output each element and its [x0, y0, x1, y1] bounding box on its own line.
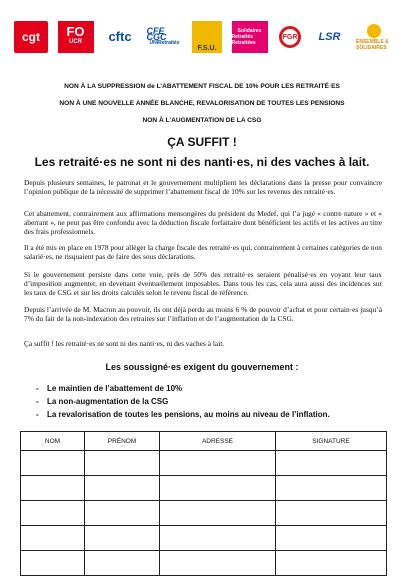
table-row	[21, 551, 387, 576]
logo-bar	[14, 20, 392, 54]
demands-title: Les soussigné·es exigent du gouvernement :	[105, 362, 299, 372]
logo-text: cgt	[22, 30, 40, 44]
demand-item: - La revalorisation de toutes les pensions, au moins au niveau de l’inflation.	[36, 408, 386, 421]
table-row	[21, 476, 387, 501]
sun-icon	[367, 24, 381, 38]
cell-prenom[interactable]	[85, 476, 160, 501]
fgr-fp-logo	[277, 21, 303, 53]
demand-item: - Le maintien de l’abattement de 10%	[36, 382, 386, 395]
cell-prenom[interactable]	[85, 501, 160, 526]
cell-adresse[interactable]	[160, 551, 276, 576]
table-row	[21, 451, 387, 476]
headline-annee-blanche: NON À UNE NOUVELLE ANNÉE BLANCHE, REVALORISATION DE TOUTES LES PENSIONS	[59, 100, 345, 107]
cell-signature[interactable]	[276, 526, 387, 551]
fgr-ring-icon	[279, 26, 301, 48]
ensemble-solidaires-logo	[356, 21, 392, 53]
logo-text: F.S.U.	[197, 45, 217, 52]
logo-text: CFE CGC	[146, 26, 167, 42]
cell-signature[interactable]	[276, 476, 387, 501]
paragraph: Cet abattement, contrairement aux affirmations mensongères du président du Medef, qui l’a jugé « contre nature » et « aberrant », ne peut pas être confondu avec la déduction fiscale forfaitaire dont bénéficient les actifs et les actives au titre des frais professionnels.	[24, 209, 382, 236]
paragraph: Depuis plusieurs semaines, le patronat et le gouvernement multiplient les déclarations dans la presse pour convaincre l’opinion publique de la nécessité de supprimer l’abattement fiscal de 10% sur les revenus des retraité·es.	[24, 178, 382, 196]
cell-prenom[interactable]	[85, 551, 160, 576]
logo-text: LSR	[318, 31, 341, 43]
logo-subtext: UCR	[69, 39, 82, 45]
page-title: ÇA SUFFIT !	[167, 135, 237, 149]
paragraph: Il a été mis en place en 1978 pour alléger la charge fiscale des retraité·es qui, contrairement à certaines catégories de non salarié·es, ne risquaient pas de faire des sous déclarations.	[24, 243, 382, 261]
column-header-prenom: PRÉNOM	[85, 432, 160, 451]
cell-nom[interactable]	[21, 451, 85, 476]
logo-text: FO	[66, 24, 85, 39]
page-subtitle: Les retraité·es ne sont ni des nanti·es, ni des vaches à lait.	[34, 155, 370, 169]
logo-subtext: UNIRetraités	[149, 40, 180, 46]
cell-nom[interactable]	[21, 476, 85, 501]
column-header-adresse: ADRESSE	[160, 432, 276, 451]
cgt-logo	[14, 21, 48, 53]
cell-nom[interactable]	[21, 501, 85, 526]
cell-nom[interactable]	[21, 526, 85, 551]
cftc-logo	[103, 21, 137, 53]
table-header-row	[21, 432, 387, 451]
paragraph: Depuis l’arrivée de M. Macron au pouvoir, ils ont déjà perdu au moins 6 % de pouvoir d’achat et pour certain·es jusqu’à 7% du fait de la non-indexation des retraites sur l’inflation et de l’augmentation de la CSG.	[24, 305, 382, 323]
paragraph: Si le gouvernement persiste dans cette voie, près de 50% des retraité·es seraient pénalisé·es en voyant leur taux d’imposition augmenter, en devenant éventuellement imposables. Dans tous les cas, cela aura aussi des incidences sur les taux de CSG et sur les droits calculés selon le revenu fiscal de référence.	[24, 270, 382, 297]
cell-adresse[interactable]	[160, 451, 276, 476]
cell-signature[interactable]	[276, 451, 387, 476]
logo-text: cftc	[108, 29, 132, 44]
logo-text: FGR	[282, 33, 298, 41]
column-header-signature: SIGNATURE	[276, 432, 387, 451]
headline-abattement: NON À LA SUPPRESSION de L’ABATTEMENT FISCAL DE 10% POUR LES RETRAITÉ·ES	[64, 83, 340, 90]
cell-adresse[interactable]	[160, 476, 276, 501]
signature-table	[20, 431, 387, 576]
table-row	[21, 526, 387, 551]
headline-csg: NON À L’AUGMENTATION DE LA CSG	[142, 117, 262, 124]
cell-signature[interactable]	[276, 501, 387, 526]
demand-item: - La non-augmentation de la CSG	[36, 395, 386, 408]
lsr-logo	[313, 21, 347, 53]
cell-adresse[interactable]	[160, 501, 276, 526]
logo-text: Solidaires	[237, 28, 262, 34]
cell-adresse[interactable]	[160, 526, 276, 551]
solidaires-logo	[232, 21, 268, 53]
logo-subtext: Retraités Retraitées	[231, 34, 256, 46]
fo-ucr-logo	[58, 21, 94, 53]
logo-text: ENSEMBLE & SOLIDAIRES	[356, 38, 389, 51]
table-row	[21, 501, 387, 526]
column-header-nom: NOM	[21, 432, 85, 451]
paragraph: Ça suffit ! les retraité·es ne sont ni des nanti·es, ni des vaches à lait.	[24, 339, 225, 348]
cell-nom[interactable]	[21, 551, 85, 576]
demands-list	[36, 382, 386, 421]
cell-signature[interactable]	[276, 551, 387, 576]
fsu-logo	[192, 21, 222, 53]
cell-prenom[interactable]	[85, 526, 160, 551]
cfe-cgc-logo	[147, 21, 183, 53]
cell-prenom[interactable]	[85, 451, 160, 476]
